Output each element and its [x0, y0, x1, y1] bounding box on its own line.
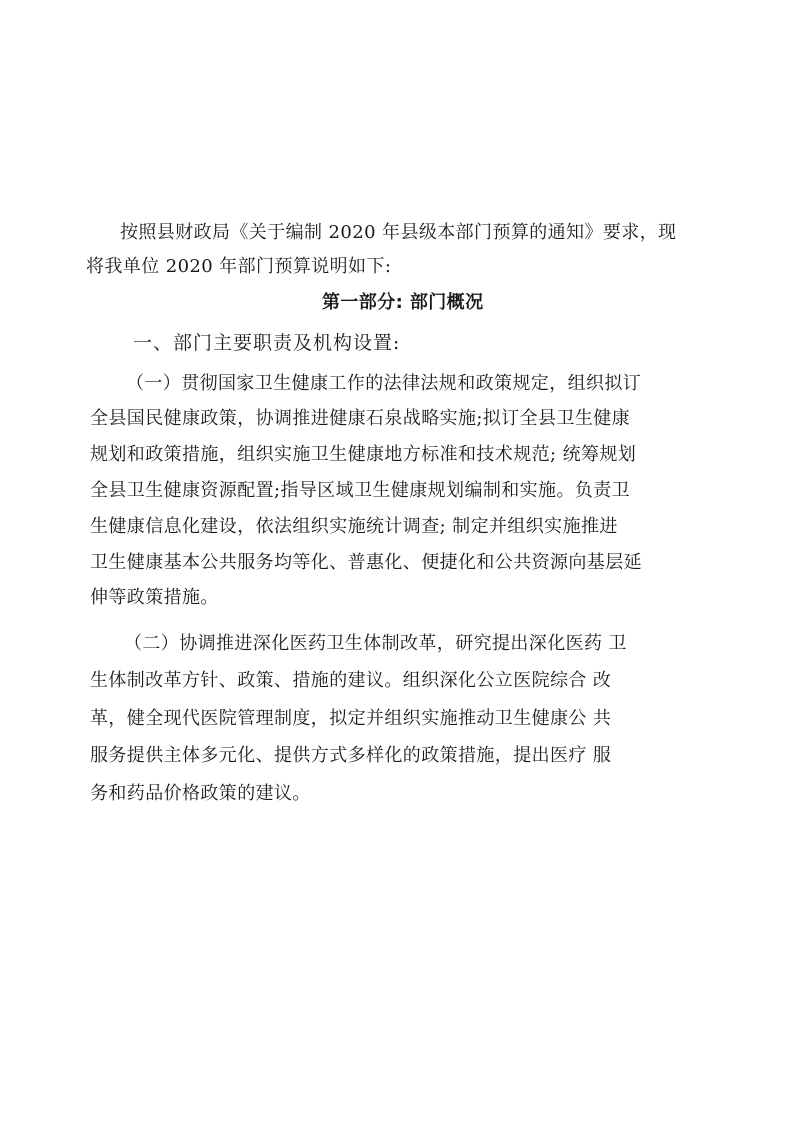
paragraph1-line-4: 全县卫生健康资源配置;指导区域卫生健康规划编制和实施。负责卫: [90, 480, 631, 501]
section-title: 一、部门主要职责及机构设置:: [133, 332, 401, 354]
intro-line-2: 将我单位 2020 年部门预算说明如下:: [86, 256, 392, 277]
paragraph1-line-7: 伸等政策措施。: [90, 587, 219, 608]
paragraph2-line-4: 服务提供主体多元化、提供方式多样化的政策措施，提出医疗 服: [90, 745, 612, 766]
intro-line-1: 按照县财政局《关于编制 2020 年县级本部门预算的通知》要求，现: [120, 222, 677, 243]
paragraph1-line-3: 规划和政策措施，组织实施卫生健康地方标准和技术规范; 统筹规划: [90, 444, 637, 465]
paragraph1-line-5: 生健康信息化建设，依法组织实施统计调查; 制定并组织实施推进: [90, 516, 618, 537]
paragraph1-line-6: 卫生健康基本公共服务均等化、普惠化、便捷化和公共资源向基层延: [90, 552, 642, 573]
paragraph2-line-3: 革，健全现代医院管理制度，拟定并组织实施推动卫生健康公 共: [90, 708, 612, 729]
paragraph1-line-1: （一）贯彻国家卫生健康工作的法律法规和政策规定，组织拟订: [126, 373, 642, 394]
paragraph2-line-2: 生体制改革方针、政策、措施的建议。组织深化公立医院综合 改: [90, 670, 612, 691]
paragraph1-line-2: 全县国民健康政策，协调推进健康石泉战略实施;拟订全县卫生健康: [90, 408, 631, 429]
part-title: 第一部分: 部门概况: [322, 292, 484, 313]
paragraph2-line-5: 务和药品价格政策的建议。: [90, 783, 311, 804]
paragraph2-line-1: （二）协调推进深化医药卫生体制改革，研究提出深化医药 卫: [124, 633, 627, 654]
